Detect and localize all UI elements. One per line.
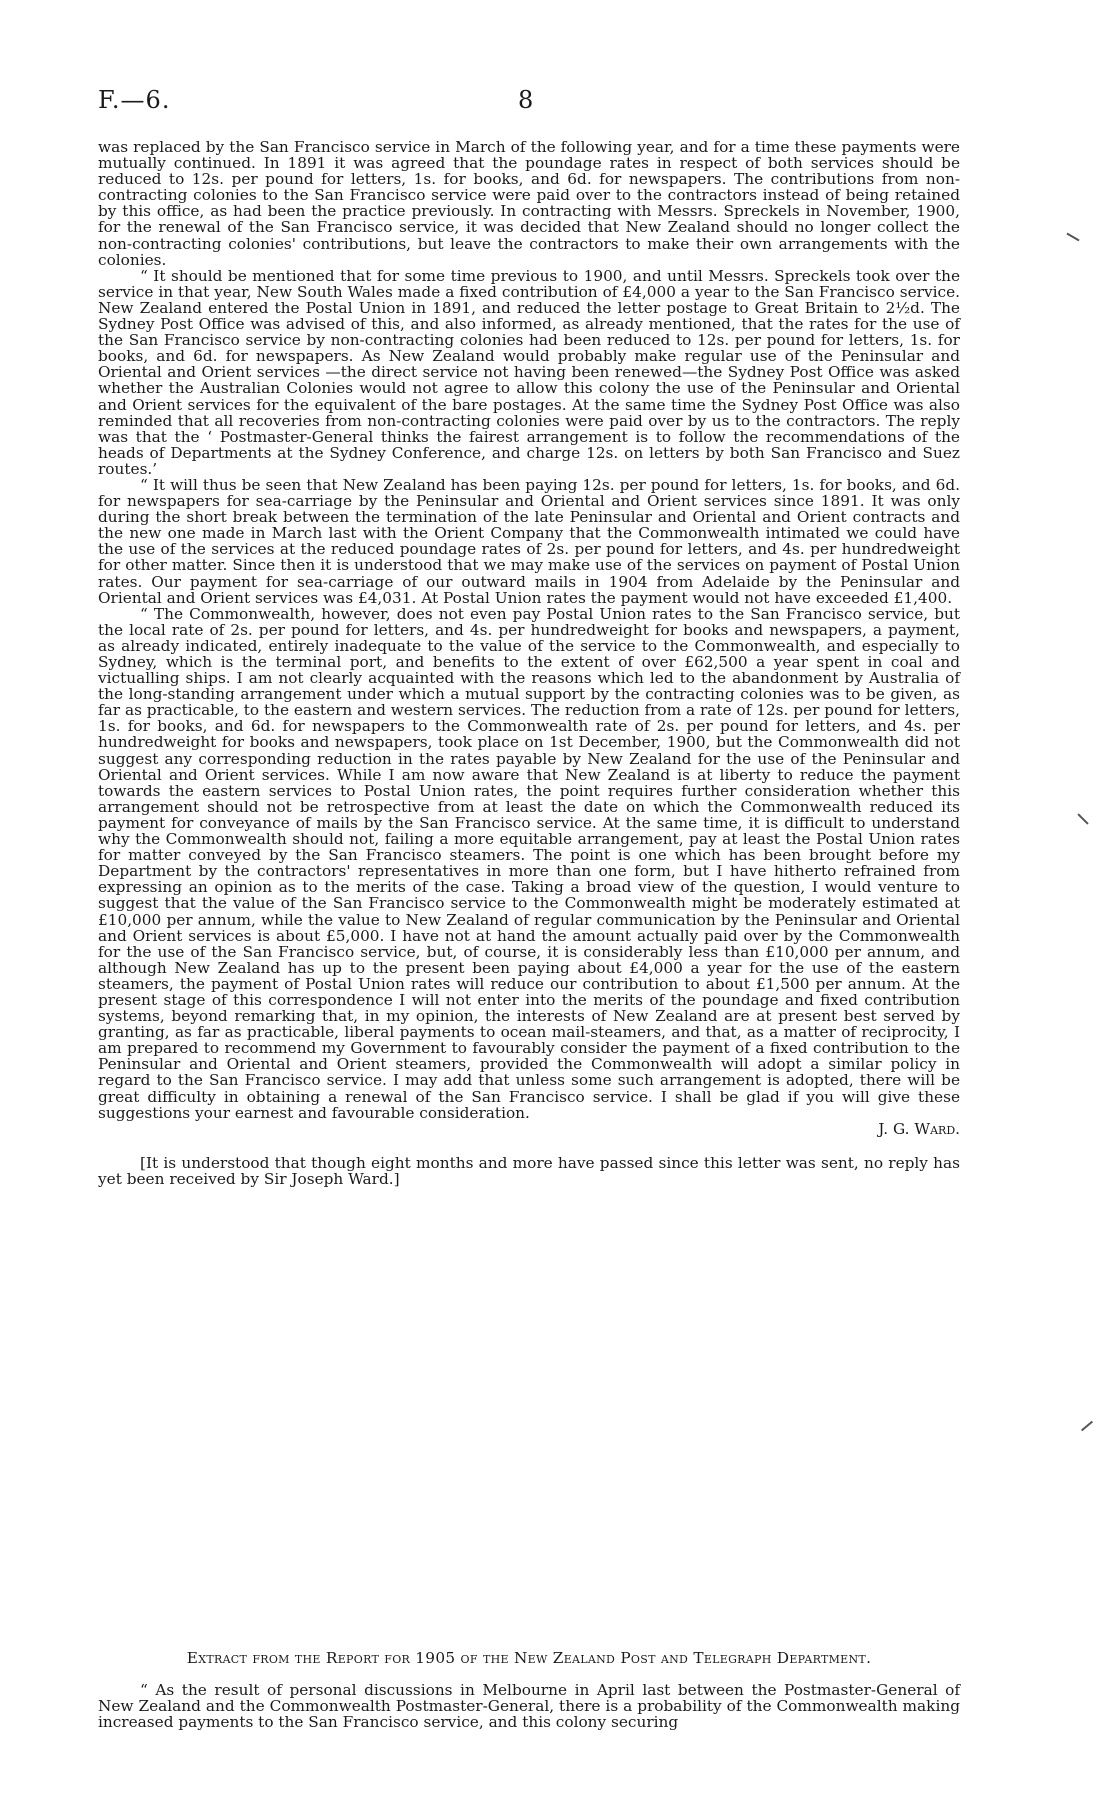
paragraph: “ It will thus be seen that New Zealand has been paying 12s. per pound for letters, 1s. for books, and 6d. for newspapers for sea-carriage by the Peninsular and Oriental and Orient services since 1891. It was only during the short break between the termination of the late Peninsular and Oriental and Orient contracts and the new one made in March last with the Orient Company that the Commonwealth intimated we could have the use of the services at the reduced poundage rates of 2s. per pound for letters, and 4s. per hundredweight for other matter. Since then it is understood that we may make use of the services on payment of Postal Union rates. Our payment for sea-carriage of our outward mails in 1904 from Adelaide by the Peninsular and Oriental and Orient services was £4,031. At Postal Union rates the payment would not have exceeded £1,400. [98, 475, 960, 607]
margin-mark [1077, 813, 1088, 824]
letter-body [98, 139, 960, 1187]
paragraph: “ It should be mentioned that for some time previous to 1900, and until Messrs. Spreckels took over the service in that year, New South Wales made a fixed contribution of £4,000 a year to the San Francisco service. New Zealand entered the Postal Union in 1891, and reduced the letter postage to Great Britain to 2½d. The Sydney Post Office was advised of this, and also informed, as already mentioned, that the rates for the use of the San Francisco service by non-contracting colonies had been reduced to 12s. per pound for letters, 1s. for books, and 6d. for newspapers. As New Zealand would probably make regular use of the Peninsular and Oriental and Orient services —the direct service not having been renewed—the Sydney Post Office was asked whether the Australian Colonies would not agree to allow this colony the use of the Peninsular and Oriental and Orient services for the equivalent of the bare postages. At the same time the Sydney Post Office was also reminded that all recoveries from non-contracting colonies were paid over by us to the contractors. The reply was that the ‘ Postmaster-General thinks the fairest arrangement is to follow the recommendations of the heads of Departments at the Sydney Conference, and charge 12s. on letters by both San Francisco and Suez routes.’ [98, 266, 960, 478]
paragraph: “ The Commonwealth, however, does not even pay Postal Union rates to the San Francisco service, but the local rate of 2s. per pound for letters, and 4s. per hundredweight for books and newspapers, a payment, as already indicated, entirely inadequate to the value of the service to the Commonwealth, and especially to Sydney, which is the terminal port, and benefits to the extent of over £62,500 a year spent in coal and victualling ships. I am not clearly acquainted with the reasons which led to the abandonment by Australia of the long-standing arrangement under which a mutual support by the contracting colonies was to be given, as far as practicable, to the eastern and western services. The reduction from a rate of 12s. per pound for letters, 1s. for books, and 6d. for newspapers to the Commonwealth rate of 2s. per pound for letters, and 4s. per hundredweight for books and newspapers, took place on 1st December, 1900, but the Commonwealth did not suggest any corresponding reduction in the rates payable by New Zealand for the use of the Peninsular and Oriental and Orient services. While I am now aware that New Zealand is at liberty to reduce the payment towards the eastern services to Postal Union rates, the point requires further consideration whether this arrangement should not be retrospective from at least the date on which the Commonwealth reduced its payment for conveyance of mails by the San Francisco service. At the same time, it is difficult to understand why the Commonwealth should not, failing a more equitable arrangement, pay at least the Postal Union rates for matter conveyed by the San Francisco steamers. The point is one which has been brought before my Department by the contractors' representatives in more than one form, but I have hitherto refrained from expressing an opinion as to the merits of the case. Taking a broad view of the question, I would venture to suggest that the value of the San Francisco service to the Commonwealth might be moderately estimated at £10,000 per annum, while the value to New Zealand of regular communication by the Peninsular and Oriental and Orient services is about £5,000. I have not at hand the amount actually paid over by the Commonwealth for the use of the San Francisco service, but, of course, it is considerably less than £10,000 per annum, and although New Zealand has up to the present been paying about £4,000 a year for the use of the eastern steamers, the payment of Postal Union rates will reduce our contribution to about £1,500 per annum. At the present stage of this correspondence I will not enter into the merits of the poundage and fixed contribution systems, beyond remarking that, in my opinion, the interests of New Zealand are at present best served by granting, as far as practicable, liberal payments to ocean mail-steamers, and that, as a matter of reciprocity, I am prepared to recommend my Government to favourably consider the payment of a fixed contribution to the Peninsular and Oriental and Orient steamers, provided the Commonwealth will adopt a similar policy in regard to the San Francisco service. I may add that unless some such arrangement is adopted, there will be great difficulty in obtaining a renewal of the San Francisco service. I shall be glad if you will give these suggestions your earnest and favourable consideration. [98, 604, 960, 1122]
paragraph: was replaced by the San Francisco service in March of the following year, and for a time these payments were mutually continued. In 1891 it was agreed that the poundage rates in respect of both services should be reduced to 12s. per pound for letters, 1s. for books, and 6d. for newspapers. The contributions from non-contracting colonies to the San Francisco service were paid over to the contractors instead of being retained by this office, as had been the practice previously. In contracting with Messrs. Spreckels in November, 1900, for the renewal of the San Francisco service, it was decided that New Zealand should no longer collect the non-contracting colonies' contributions, but leave the contractors to make their own arrangements with the colonies. [98, 138, 960, 269]
document-reference: F.—6. [98, 86, 171, 114]
extract-heading: Extract from the Report for 1905 of the New Zealand Post and Telegraph Department. [186, 1649, 872, 1667]
page-number: 8 [518, 86, 534, 114]
signature: J. G. Ward. [878, 1119, 960, 1138]
paragraph: “ As the result of personal discussions in Melbourne in April last between the Postmaster-General of New Zealand and the Commonwealth Postmaster-General, there is a probability of the Commonwealth making increased payments to the San Francisco service, and this colony securing [98, 1681, 960, 1732]
bracket-note: [It is understood that though eight months and more have passed since this letter was sent, no reply has yet been received by Sir Joseph Ward.] [98, 1153, 960, 1188]
margin-mark [1081, 1421, 1093, 1432]
extract-body [98, 1682, 960, 1730]
margin-mark [1066, 233, 1079, 242]
